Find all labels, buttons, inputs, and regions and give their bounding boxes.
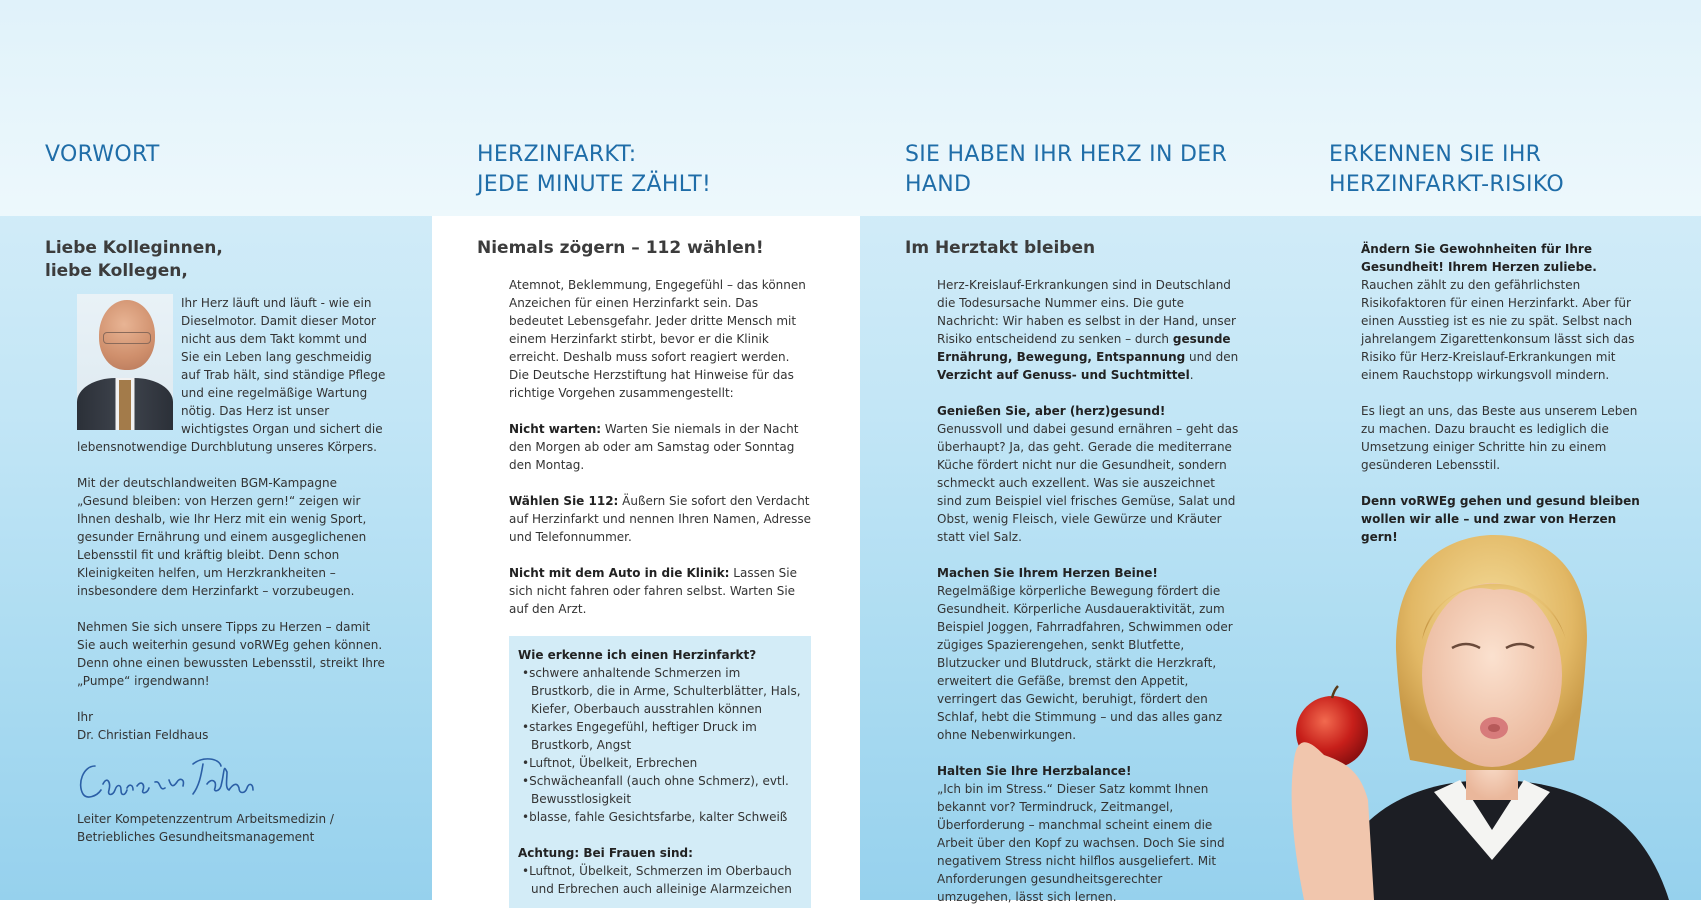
title-herz-in-der-hand: SIE HABEN IHR HERZ IN DER HAND	[905, 142, 1228, 197]
list-item: • Luftnot, Übelkeit, Schmerzen im Oberbauch und Erbrechen auch alleinige Alarmzeichen	[518, 862, 802, 898]
subtitle-112: Niemals zögern – 112 wählen!	[477, 238, 764, 258]
women-box-title: Achtung: Bei Frauen sind:	[518, 846, 693, 860]
list-item: • Schwächeanfall (auch ohne Schmerz), evtl. Bewusstlosigkeit	[518, 772, 802, 808]
herztakt-body	[937, 276, 1239, 924]
tips-paragraph: Nehmen Sie sich unsere Tipps zu Herzen – damit Sie auch weiterhin gesund voRWEg gehen können. Denn ohne einen bewussten Lebensstil, streikt Ihre „Pumpe“ irgendwann!	[77, 620, 385, 688]
dont-wait-paragraph: Nicht warten: Warten Sie niemals in der Nacht den Morgen ab oder am Samstag oder Sonntag den Montag.	[509, 422, 799, 472]
list-item: • schwere anhaltende Schmerzen im Brustkorb, die in Arme, Schulterblätter, Hals, Kiefer, Oberbauch ausstrahlen können	[518, 664, 802, 718]
author-photo	[77, 294, 173, 430]
symptoms-list	[518, 664, 802, 826]
column-vorwort	[0, 0, 432, 900]
smoking-section: Ändern Sie Gewohnheiten für Ihre Gesundheit! Ihrem Herzen zuliebe. Rauchen zählt zu den gefährlichsten Risikofaktoren für einen Herzinfarkt. Aber für einen Ausstieg ist es nie zu spät. Selbst nach jahrelangem Zigarettenkonsum lässt sich das Risiko für Herz-Kreislauf-Erkrankungen mit einem Rauchstopp wirkungsvoll mindern.	[1361, 242, 1635, 382]
title-risiko: ERKENNEN SIE IHR HERZINFARKT-RISIKO	[1329, 142, 1564, 197]
author-name: Dr. Christian Feldhaus	[77, 728, 209, 742]
dial-112-paragraph: Wählen Sie 112: Äußern Sie sofort den Verdacht auf Herzinfarkt und nennen Ihren Namen, Adresse und Telefonnummer.	[509, 494, 812, 544]
women-symptoms-list	[518, 862, 802, 898]
list-item: • starkes Engegefühl, heftiger Druck im Brustkorb, Angst	[518, 718, 802, 754]
column-herz-in-der-hand	[860, 0, 1284, 904]
signature-image	[75, 754, 255, 804]
symptoms-box-title: Wie erkenne ich einen Herzinfarkt?	[518, 648, 757, 662]
closing-statement: Denn voRWEg gehen und gesund bleiben wollen wir alle – und zwar von Herzen gern!	[1361, 494, 1640, 544]
nutrition-section: Genießen Sie, aber (herz)gesund! Genussvoll und dabei gesund ernähren – geht das überhaupt? Ja, das geht. Gerade die mediterrane Küche fördert nicht nur die Gesundheit, sondern schmeckt auch exzellent. Was sie auszeichnet sind zum Beispiel viel frisches Gemüse, Salat und Obst, wenig Fleisch, viele Gewürze und Kräuter statt viel Salz.	[937, 404, 1239, 544]
habits-heading: Ändern Sie Gewohnheiten für Ihre Gesundheit! Ihrem Herzen zuliebe.	[1361, 242, 1597, 274]
stress-section: Halten Sie Ihre Herzbalance! „Ich bin im Stress.“ Dieser Satz kommt Ihnen bekannt vor? Termindruck, Zeitmangel, Überforderung – manchmal scheint einem die Arbeit über den Kopf zu wachsen. Doch Sie sind negativem Stress nicht hilflos ausgeliefert. Mit Anforderungen gesundheitsgerechter umzugehen, lässt sich lernen.	[937, 764, 1225, 904]
vorwort-body	[77, 294, 389, 846]
list-item: • Luftnot, Übelkeit, Erbrechen	[518, 754, 802, 772]
column-herzinfarkt	[432, 0, 860, 900]
warning-paragraph: Atemnot, Beklemmung, Engegefühl – das können Anzeichen für einen Herzinfarkt sein. Das bedeutet Lebensgefahr. Jeder dritte Mensch mit einem Herzinfarkt stirbt, bevor er die Klinik erreicht. Deshalb muss sofort reagiert werden. Die Deutsche Herzstiftung hat Hinweise für das richtige Vorgehen zusammengestellt:	[509, 278, 806, 400]
subtitle-herztakt: Im Herztakt bleiben	[905, 238, 1096, 258]
intro-paragraph: Herz-Kreislauf-Erkrankungen sind in Deutschland die Todesursache Nummer eins. Die gute Nachricht: Wir haben es selbst in der Hand, unser Risiko entscheidend zu senken – durch gesunde Ernährung, Bewegung, Entspannung und den Verzicht auf Genuss- und Suchtmittel.	[937, 278, 1239, 382]
campaign-paragraph: Mit der deutschlandweiten BGM-Kampagne „Gesund bleiben: von Herzen gern!“ zeigen wir Ihnen deshalb, wie Ihr Herz mit ein wenig Sport, gesunder Ernährung und einem ausgeglichenen Lebensstil fit und kräftig bleibt. Denn schon Kleinigkeiten helfen, um Herzkrankheiten – insbesondere dem Herzinfarkt – vorzubeugen.	[77, 476, 367, 598]
author-position: Leiter Kompetenzzentrum Arbeitsmedizin / Betriebliches Gesundheitsmanagement	[77, 812, 334, 844]
exercise-heading: Machen Sie Ihrem Herzen Beine!	[937, 566, 1158, 580]
closing-greeting: Ihr	[77, 710, 94, 724]
herzinfarkt-body	[509, 276, 811, 908]
no-car-paragraph: Nicht mit dem Auto in die Klinik: Lassen Sie sich nicht fahren oder fahren selbst. Warten Sie auf den Arzt.	[509, 566, 797, 616]
list-item: • blasse, fahle Gesichtsfarbe, kalter Schweiß	[518, 808, 802, 826]
nutrition-heading: Genießen Sie, aber (herz)gesund!	[937, 404, 1166, 418]
woman-with-apple-photo	[1284, 530, 1701, 900]
lifestyle-paragraph: Es liegt an uns, das Beste aus unserem Leben zu machen. Dazu braucht es lediglich die Umsetzung einiger Schritte hin zu einem gesünderen Lebensstil.	[1361, 404, 1638, 472]
stress-heading: Halten Sie Ihre Herzbalance!	[937, 764, 1132, 778]
exercise-section: Machen Sie Ihrem Herzen Beine! Regelmäßige körperliche Bewegung fördert die Gesundheit. Körperliche Ausdaueraktivität, zum Beispiel Joggen, Fahrradfahren, Schwimmen oder zügiges Spazierengehen, senkt Blutfette, Blutzucker und Blutdruck, stärkt die Herzkraft, erweitert die Gefäße, bremst den Appetit, verringert das Gewicht, beruhigt, fördert den Schlaf, hebt die Stimmung – und das alles ganz ohne Nebenwirkungen.	[937, 566, 1233, 742]
title-herzinfarkt: HERZINFARKT: JEDE MINUTE ZÄHLT!	[477, 142, 712, 197]
greeting-heading: Liebe Kolleginnen, liebe Kollegen,	[45, 238, 223, 281]
symptoms-box	[509, 636, 811, 908]
title-vorwort: VORWORT	[45, 142, 160, 167]
risiko-body	[1361, 240, 1653, 564]
intro-paragraph: Ihr Herz läuft und läuft - wie ein Dieselmotor. Damit dieser Motor nicht aus dem Takt kommt und Sie ein Leben lang geschmeidig auf Trab hält, sind ständige Pflege und eine regelmäßige Wartung nötig. Das Herz ist unser wichtigstes Organ und sichert die lebensnotwendige Durchblutung unseres Körpers.	[77, 296, 386, 454]
